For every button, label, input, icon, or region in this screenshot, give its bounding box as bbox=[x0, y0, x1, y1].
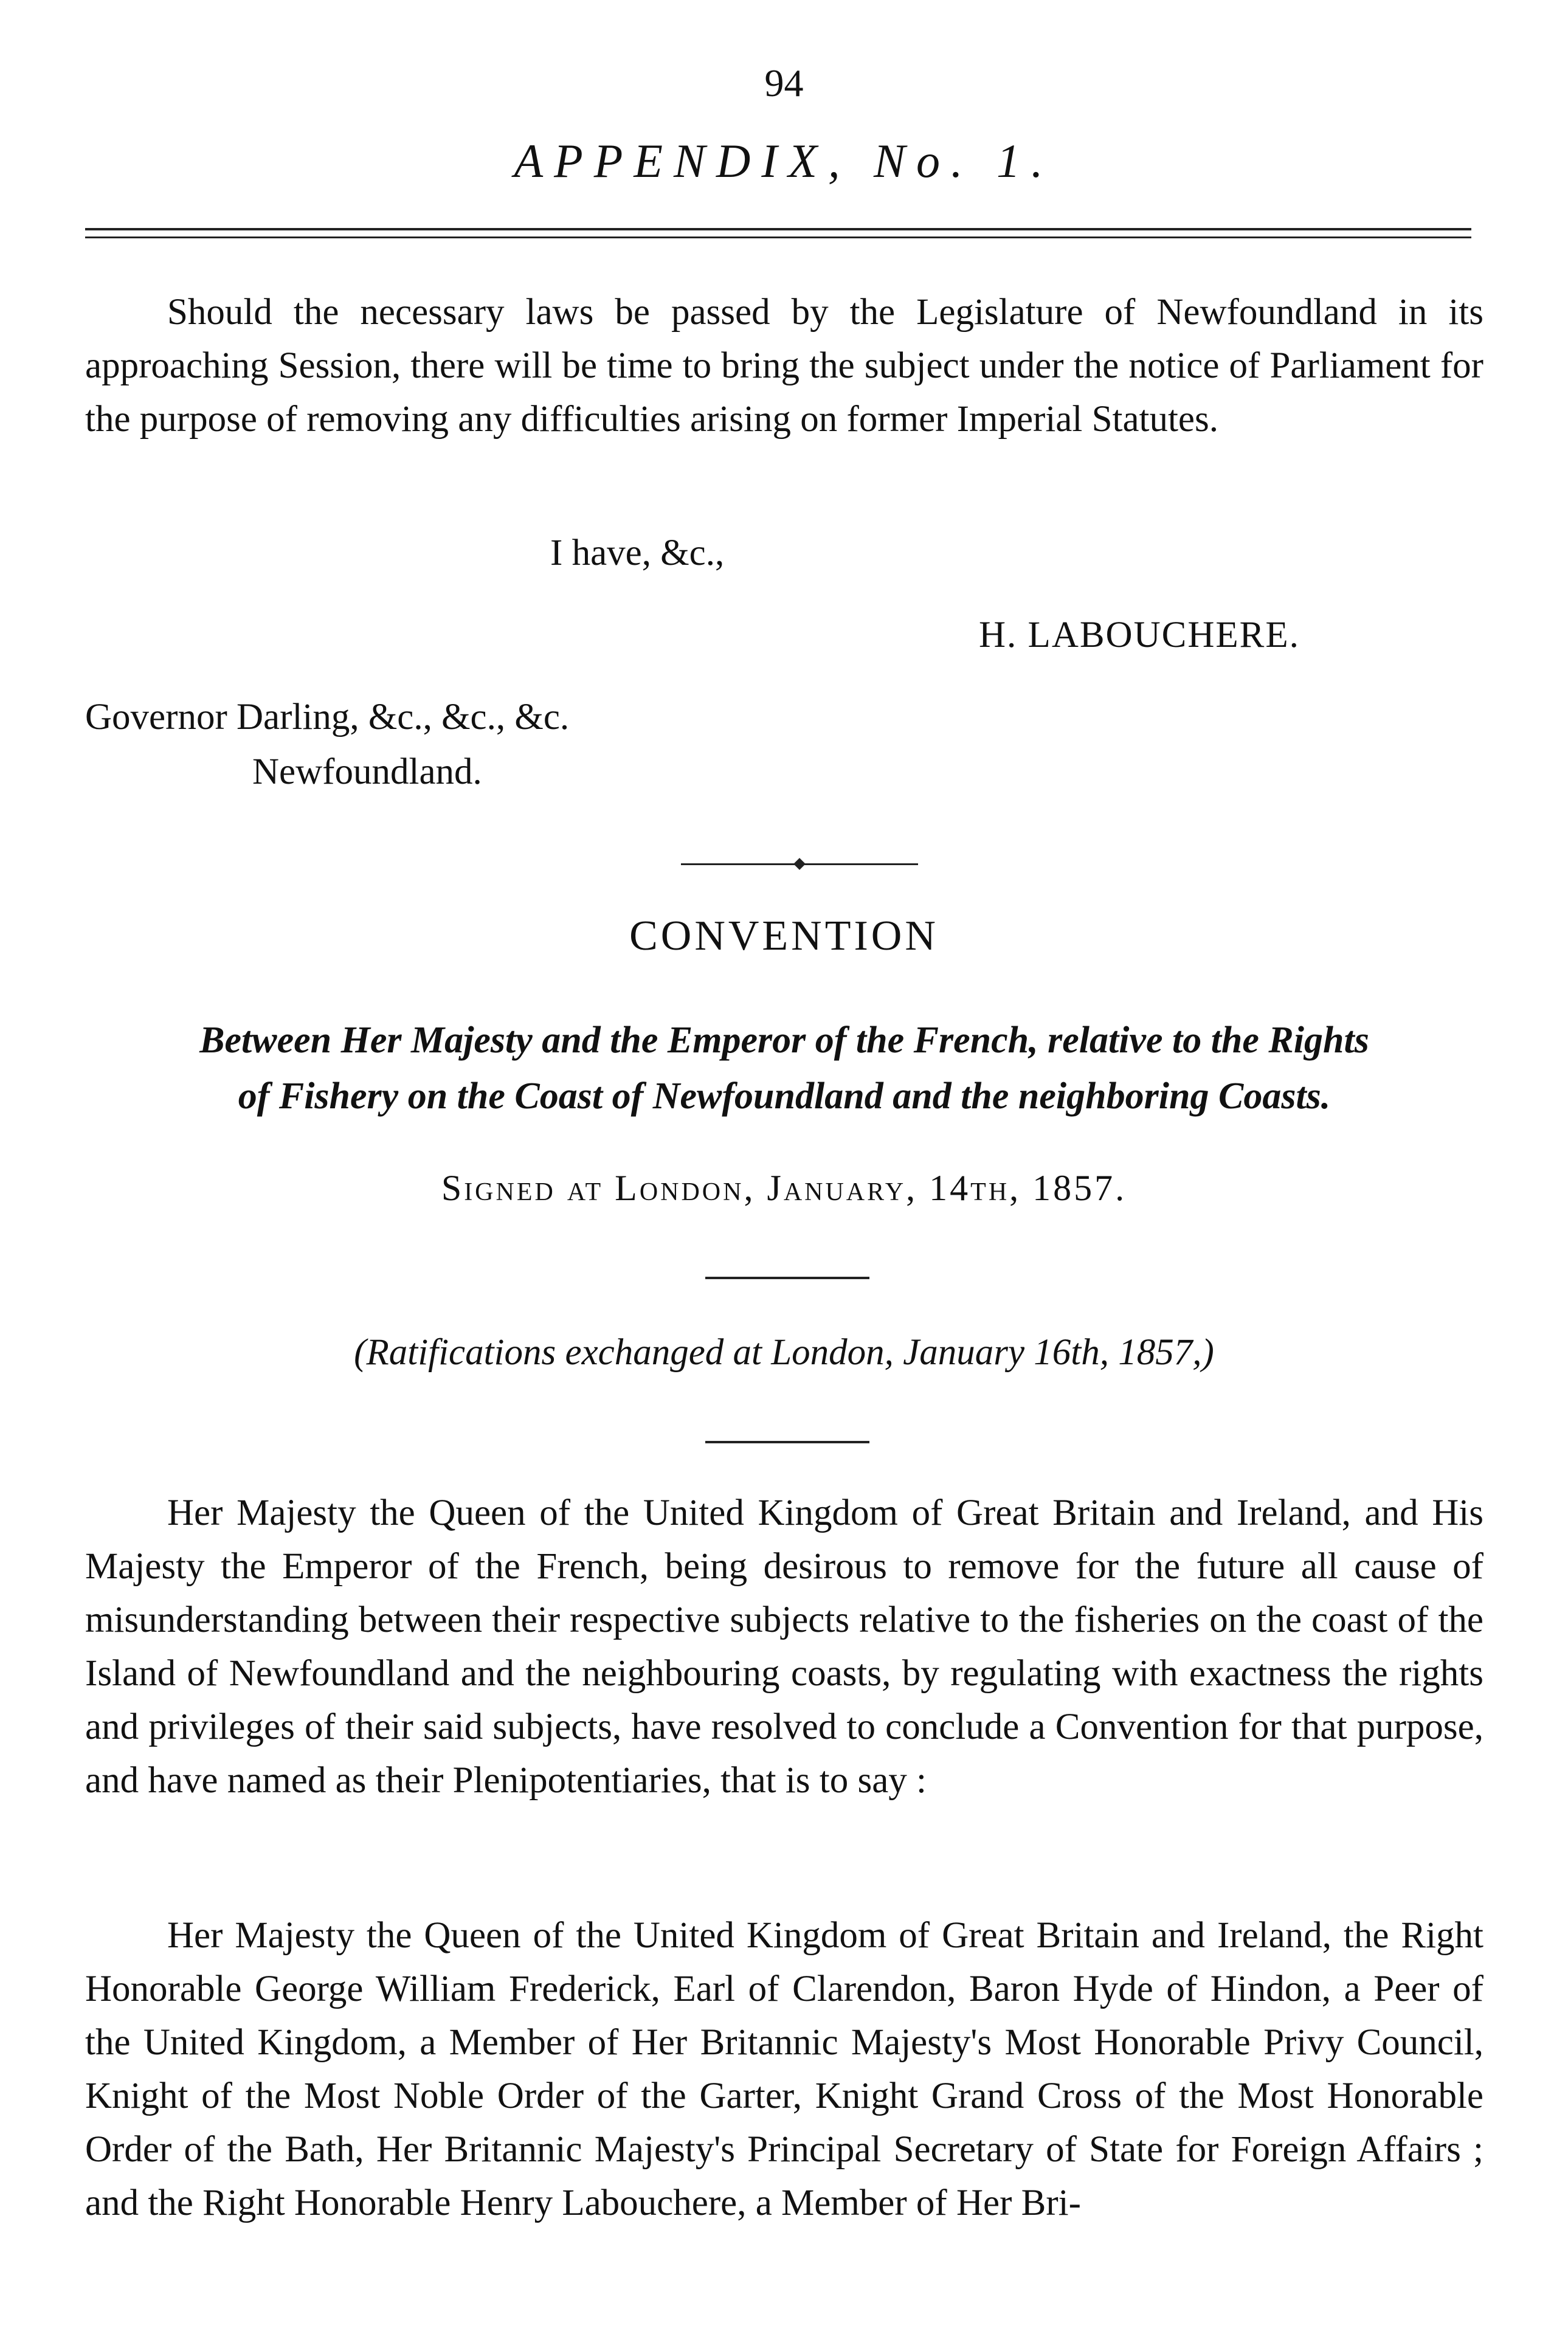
closing-salutation: I have, &c., bbox=[550, 533, 725, 573]
header-double-rule bbox=[85, 228, 1471, 238]
signed-line bbox=[0, 1167, 1568, 1209]
signed-text: Signed at London, January, 14th, 1857. bbox=[441, 1168, 1127, 1208]
appendix-heading: APPENDIX, No. 1. bbox=[514, 134, 1054, 187]
addressee-line-1: Governor Darling, &c., &c., &c. bbox=[85, 697, 570, 737]
ornament-diamond-icon bbox=[793, 858, 806, 870]
addressee-line-2: Newfoundland. bbox=[252, 751, 482, 792]
convention-title: CONVENTION bbox=[629, 913, 939, 959]
body-paragraph-1: Her Majesty the Queen of the United Kingdom of Great Britain and Ireland, and His Majesty the Emperor of the French, being desirous to remove for the future all cause of misunderstanding between their respective subjects relative to the fisheries on the coast of the Island of Newfoundland and the neighbouring coasts, by regulating with exactness the rights and privileges of their said subjects, have resolved to conclude a Convention for that purpose, and have named as their Plenipotentiaries, that is to say : bbox=[85, 1493, 1483, 1801]
convention-subtitle-line-2: of Fishery on the Coast of Newfoundland and the neighboring Coasts. bbox=[238, 1076, 1331, 1117]
letter-closing-paragraph: Should the necessary laws be passed by the Legislature of Newfoundland in its approaching Session, there will be time to bring the subject under the notice of Parliament for the purpose of removing any difficulties arising on former Imperial Statutes. bbox=[85, 292, 1483, 440]
signature: H. LABOUCHERE. bbox=[979, 615, 1300, 655]
section-ornament bbox=[681, 858, 918, 871]
page-number: 94 bbox=[764, 61, 804, 105]
body-paragraph-2: Her Majesty the Queen of the United Kingdom of Great Britain and Ireland, the Right Honorable George William Frederick, Earl of Clarendon, Baron Hyde of Hindon, a Peer of the United Kingdom, a Member of Her Britannic Majesty's Most Honorable Privy Council, Knight of the Most Noble Order of the Garter, Knight Grand Cross of the Most Honorable Order of the Bath, Her Britannic Majesty's Principal Secretary of State for Foreign Affairs ; and the Right Honorable Henry Labouchere, a Member of Her Bri- bbox=[85, 1915, 1483, 2223]
convention-subtitle-line-1: Between Her Majesty and the Emperor of the French, relative to the Rights bbox=[199, 1020, 1369, 1061]
short-rule-1 bbox=[705, 1277, 869, 1279]
convention-subtitle bbox=[122, 1012, 1447, 1124]
short-rule-2 bbox=[705, 1441, 869, 1443]
ratifications-line: (Ratifications exchanged at London, January 16th, 1857,) bbox=[354, 1332, 1214, 1373]
